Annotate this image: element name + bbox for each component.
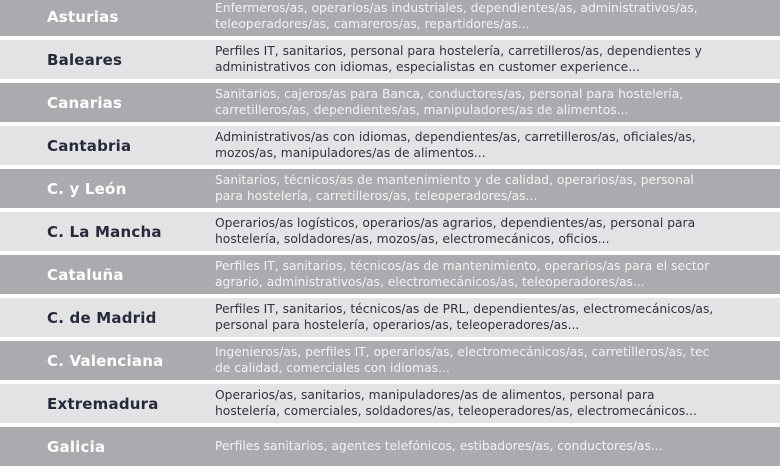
region-description: [215, 439, 780, 455]
description-line: mozos/as, manipuladores/as de alimentos...: [215, 145, 486, 160]
region-description: [215, 87, 780, 118]
region-name: Canarias: [47, 93, 123, 112]
table-row: [0, 126, 780, 165]
description-line: hostelería, soldadores/as, mozos/as, electromecánicos, oficios...: [215, 231, 610, 246]
region-name: Cantabria: [47, 136, 132, 155]
description-line: Enfermeros/as, operarios/as industriales, dependientes/as, administrativos/as,: [215, 1, 698, 15]
table-row: [0, 212, 780, 251]
table-row: [0, 0, 780, 36]
region-name: C. y León: [47, 179, 127, 198]
description-line: Sanitarios, técnicos/as de mantenimiento y de calidad, operarios/as, personal: [215, 173, 694, 187]
table-row: [0, 40, 780, 79]
description-line: hostelería, comerciales, soldadores/as, teleoperadores/as, electromecánicos...: [215, 403, 697, 418]
description-line: Operarios/as logísticos, operarios/as agrarios, dependientes/as, personal para: [215, 216, 696, 230]
table-row: [0, 427, 780, 466]
description-line: Perfiles sanitarios, agentes telefónicos, estibadores/as, conductores/as...: [215, 438, 663, 453]
region-description: [215, 173, 780, 204]
description-line: Operarios/as, sanitarios, manipuladores/as de alimentos, personal para: [215, 388, 655, 402]
table-row: [0, 83, 780, 122]
description-line: personal para hostelería, operarios/as, teleoperadores/as...: [215, 317, 580, 332]
table-row: [0, 341, 780, 380]
description-line: Perfiles IT, sanitarios, personal para hostelería, carretilleros/as, dependientes y: [215, 44, 702, 58]
region-description: [215, 44, 780, 75]
region-description: [215, 302, 780, 333]
description-line: Sanitarios, cajeros/as para Banca, conductores/as, personal para hostelería,: [215, 87, 684, 101]
region-name: Galicia: [47, 437, 106, 456]
description-line: carretilleros/as, dependientes/as, manipuladores/as de alimentos...: [215, 102, 629, 117]
region-description: [215, 1, 780, 32]
description-line: de calidad, comerciales con idiomas...: [215, 360, 450, 375]
description-line: administrativos con idiomas, especialistas en customer experience...: [215, 59, 640, 74]
table-row: [0, 169, 780, 208]
region-description: [215, 259, 780, 290]
description-line: para hostelería, carretilleros/as, teleoperadores/as...: [215, 188, 538, 203]
table-row: [0, 255, 780, 294]
description-line: Administrativos/as con idiomas, dependientes/as, carretilleros/as, oficiales/as,: [215, 130, 696, 144]
region-description: [215, 130, 780, 161]
table-row: [0, 384, 780, 423]
region-name: Asturias: [47, 7, 119, 26]
description-line: agrario, administrativos/as, electromecánicos/as, teleoperadores/as...: [215, 274, 645, 289]
region-name: Cataluña: [47, 265, 124, 284]
region-name: Baleares: [47, 50, 123, 69]
region-description: [215, 388, 780, 419]
region-name: C. La Mancha: [47, 222, 162, 241]
description-line: teleoperadores/as, camareros/as, repartidores/as...: [215, 16, 530, 31]
description-line: Ingenieros/as, perfiles IT, operarios/as, electromecánicos/as, carretilleros/as, tec: [215, 345, 710, 359]
region-name: C. Valenciana: [47, 351, 164, 370]
region-description: [215, 216, 780, 247]
region-description: [215, 345, 780, 376]
region-name: C. de Madrid: [47, 308, 157, 327]
table-row: [0, 298, 780, 337]
region-name: Extremadura: [47, 394, 159, 413]
description-line: Perfiles IT, sanitarios, técnicos/as de PRL, dependientes/as, electromecánicos/as,: [215, 302, 714, 316]
description-line: Perfiles IT, sanitarios, técnicos/as de mantenimiento, operarios/as para el sector: [215, 259, 710, 273]
